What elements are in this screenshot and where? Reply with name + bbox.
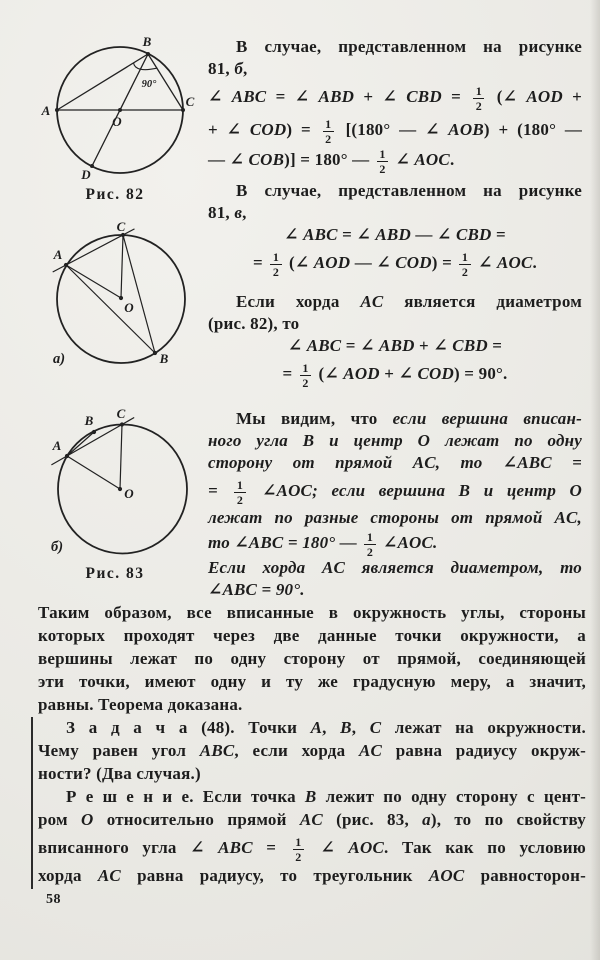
point-b (146, 52, 150, 56)
fraction: $\frac{1}{2}$ (323, 117, 334, 146)
segment-CO (121, 235, 123, 298)
bottom-text-block (38, 601, 586, 887)
text-line: В случае, представленном на рисунке (236, 37, 582, 56)
text-line: которых проходят через две данные точки окружности, а (38, 626, 586, 645)
text-line: = $\frac{1}{2}$ (∠ AOD + ∠ COD) = 90°. (282, 360, 508, 390)
figure-82-diagram (25, 30, 205, 185)
point-label-a: A (41, 103, 51, 118)
point-label-b: B (142, 34, 152, 49)
point-label-o: O (124, 486, 134, 501)
margin-line (31, 717, 33, 889)
fraction: $\frac{1}{2}$ (459, 250, 470, 279)
point-label-b: B (84, 413, 94, 428)
point-c (181, 108, 185, 112)
point-o (118, 108, 122, 112)
point-b (153, 351, 157, 355)
fraction: $\frac{1}{2}$ (270, 250, 281, 279)
text-line: лежат по разные стороны от прямой AC, (208, 508, 582, 527)
figure-82-caption: Рис. 82 (85, 186, 145, 203)
text-line: ∠ABC = 90°. (208, 580, 305, 599)
text-line: ∠ ABC = ∠ ABD + ∠ CBD = $\frac{1}{2}$ (∠ AOD + (208, 83, 583, 113)
text-line: хорда AC равна радиусу, то треугольник AOC равносторон- (38, 866, 586, 885)
text-line: В случае, представленном на рисунке (236, 181, 582, 200)
segment-CO (120, 425, 122, 490)
text-line: Если хорда AC является диаметром (236, 292, 582, 311)
point-a (55, 108, 59, 112)
figure-83b-diagram (25, 404, 205, 556)
text-line: (рис. 82), то (208, 314, 300, 333)
fraction: $\frac{1}{2}$ (364, 530, 375, 559)
segment-AO (66, 265, 121, 298)
point-label-o: O (112, 114, 122, 129)
point-label-a: A (52, 438, 62, 453)
circle-outline (58, 425, 187, 554)
angle-value-label: 90° (141, 79, 157, 90)
text-line: ного угла B и центр O лежат по одну (208, 431, 582, 450)
text-line: Чему равен угол ABC, если хорда AC равна радиусу окруж- (38, 741, 586, 760)
fraction: $\frac{1}{2}$ (473, 84, 484, 113)
chord-AB (67, 432, 94, 456)
figure-83-caption: Рис. 83 (85, 565, 145, 582)
segment-AO (67, 456, 120, 489)
chord-AB (66, 265, 155, 353)
text-line: ности? (Два случая.) (38, 764, 201, 783)
point-o (118, 487, 122, 491)
page-number: 58 (46, 892, 61, 907)
figure-part-label-b: б) (51, 539, 64, 555)
fraction: $\frac{1}{2}$ (234, 478, 245, 507)
text-line: равны. Теорема доказана. (38, 695, 243, 714)
text-line: + ∠ COD) = $\frac{1}{2}$ [(180° — ∠ AOB) + (180° — (208, 116, 583, 146)
text-line: Мы видим, что если вершина вписан- (236, 409, 582, 428)
text-line: Если хорда AC является диаметром, то (208, 558, 582, 577)
fraction: $\frac{1}{2}$ (300, 361, 311, 390)
point-a (64, 263, 68, 267)
text-line: Таким образом, все вписанные в окружность углы, стороны (38, 603, 586, 622)
text-line: эти точки, имеют одну и ту же градусную меру, а значит, (38, 672, 586, 691)
text-line: — ∠ COB)] = 180° — $\frac{1}{2}$ ∠ AOC. (208, 146, 455, 176)
text-line: сторону от прямой AC, то ∠ABC = (208, 453, 582, 472)
point-label-d: D (81, 167, 91, 182)
point-b (92, 430, 96, 434)
chord-CB (123, 235, 155, 353)
page-edge-shadow (590, 0, 600, 960)
point-label-c: C (116, 406, 126, 421)
text-line: ∠ ABC = ∠ ABD — ∠ CBD = (284, 225, 506, 244)
point-label-c: C (116, 219, 126, 234)
right-text-column (208, 36, 582, 601)
text-line: то ∠ABC = 180° — $\frac{1}{2}$ ∠AOC. (208, 529, 438, 559)
point-c (120, 422, 124, 426)
point-label-a: A (53, 247, 63, 262)
fraction: $\frac{1}{2}$ (377, 147, 388, 176)
point-o (119, 296, 123, 300)
fraction: $\frac{1}{2}$ (293, 835, 304, 864)
point-label-c: C (185, 94, 195, 109)
point-a (65, 454, 69, 458)
text-line: 81, б, (208, 59, 248, 78)
text-line: вершины лежат по одну сторону от прямой, соединяющей (38, 649, 586, 668)
figure-83a-diagram (25, 219, 205, 374)
text-line: = $\frac{1}{2}$ ∠AOC; если вершина B и центр O (208, 477, 582, 507)
text-line: Р е ш е н и е. Если точка B лежит по одну сторону с цент- (66, 787, 586, 806)
text-line: вписанного угла ∠ ABC = $\frac{1}{2}$ ∠ AOC. Так как по условию (38, 834, 586, 864)
figure-part-label-a: а) (53, 351, 66, 367)
text-line: = $\frac{1}{2}$ (∠ AOD — ∠ COD) = $\frac{1}{2}$ ∠ AOC. (253, 249, 537, 279)
point-label-b: B (159, 351, 169, 366)
text-line: ∠ ABC = ∠ ABD + ∠ CBD = (287, 336, 503, 355)
point-label-o: O (124, 300, 134, 315)
text-line: 81, в, (208, 203, 247, 222)
text-line: ром O относительно прямой AC (рис. 83, а), то по свойству (38, 810, 587, 829)
text-line: З а д а ч а (48). Точки A, B, C лежат на окружности. (66, 718, 586, 737)
